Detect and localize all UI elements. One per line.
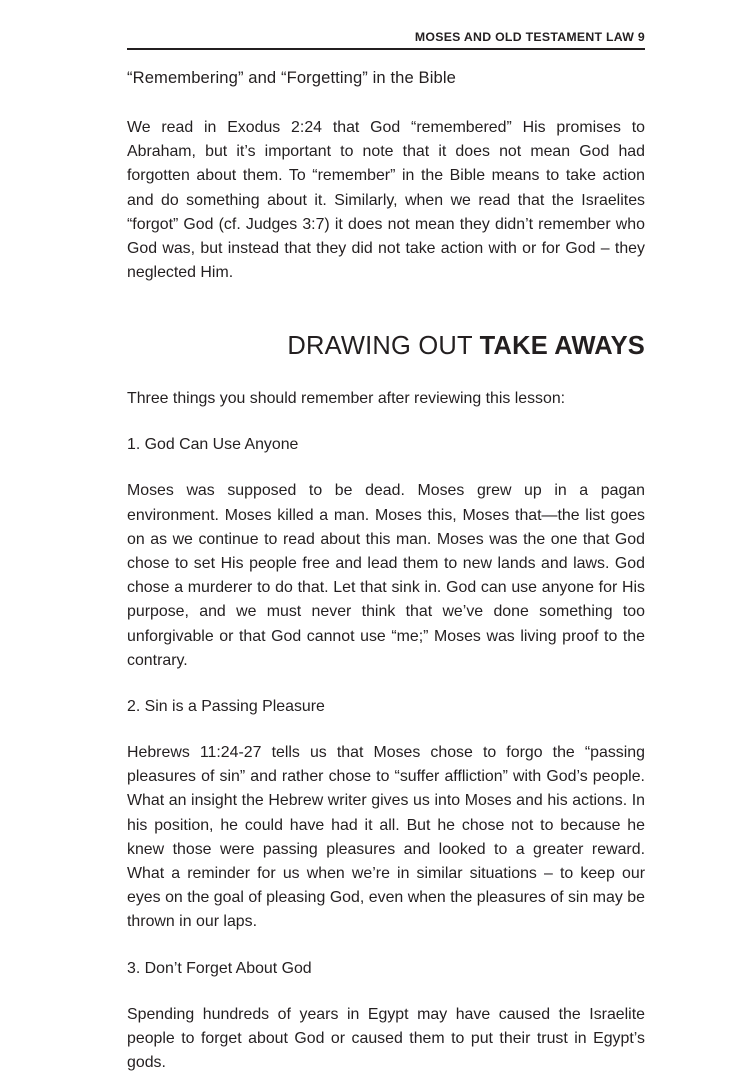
paragraph-remembering-forgetting: We read in Exodus 2:24 that God “remembered” His promises to Abraham, but it’s important to note that it does not mean God had forgotten about them. To “remember” in the Bible means to take action and do something about it. Similarly, when we read that the Israelites “forgot” God (cf. Judges 3:7) it does not mean they didn’t remember who God was, but instead that they did not take action with or for God – they neglected Him. xyxy=(127,119,645,282)
takeaway-body-3: Spending hundreds of years in Egypt may have caused the Israelite people to forget about God or caused them to put their trust in Egypt’s gods. xyxy=(127,1005,645,1072)
header-rule xyxy=(127,48,645,50)
spacer xyxy=(127,411,645,433)
takeaways-intro-line: Three things you should remember after reviewing this lesson: xyxy=(127,390,566,408)
takeaway-heading-2: 2. Sin is a Passing Pleasure xyxy=(127,698,325,716)
spacer xyxy=(127,361,645,387)
takeaway-heading-3: 3. Don’t Forget About God xyxy=(127,959,312,977)
spacer xyxy=(127,285,645,313)
section-title-bold-part: TAKE AWAYS xyxy=(479,332,645,361)
takeaway-body-2: Hebrews 11:24-27 tells us that Moses chose to forgo the “passing pleasures of sin” and rather chose to “suffer affliction” with God’s people. What an insight the Hebrew writer gives us into Moses and his actions. In his position, he could have had it all. But he chose not to because he knew those were passing pleasures and looked to a greater reward. What a reminder for us when we’re in similar situations – to keep our eyes on the goal of pleasing God, even when the pleasures of sin may be thrown in our laps. xyxy=(127,744,645,931)
section-title-drawing-out-take-aways xyxy=(127,331,645,361)
spacer xyxy=(127,981,645,1003)
spacer xyxy=(127,719,645,741)
spacer xyxy=(127,313,645,331)
takeaway-heading-1: 1. God Can Use Anyone xyxy=(127,436,299,454)
spacer xyxy=(127,457,645,479)
spacer xyxy=(127,90,645,116)
page-content xyxy=(127,66,645,1075)
running-header xyxy=(127,30,645,50)
spacer xyxy=(127,673,645,695)
spacer xyxy=(127,935,645,957)
subheading-remembering-forgetting: “Remembering” and “Forgetting” in the Bible xyxy=(127,68,456,87)
section-title-light-part: DRAWING OUT xyxy=(287,332,480,361)
running-header-title: MOSES AND OLD TESTAMENT LAW 9 xyxy=(414,30,645,44)
takeaway-body-1: Moses was supposed to be dead. Moses grew up in a pagan environment. Moses killed a man. Moses this, Moses that—the list goes on as we continue to read about this man. Moses was the one that God chose to set His people free and lead them to new lands and laws. God chose a murderer to do that. Let that sink in. God can use anyone for His purpose, and we must never think that we’ve done something too unforgivable or that God cannot use “me;” Moses was living proof to the contrary. xyxy=(127,482,645,669)
